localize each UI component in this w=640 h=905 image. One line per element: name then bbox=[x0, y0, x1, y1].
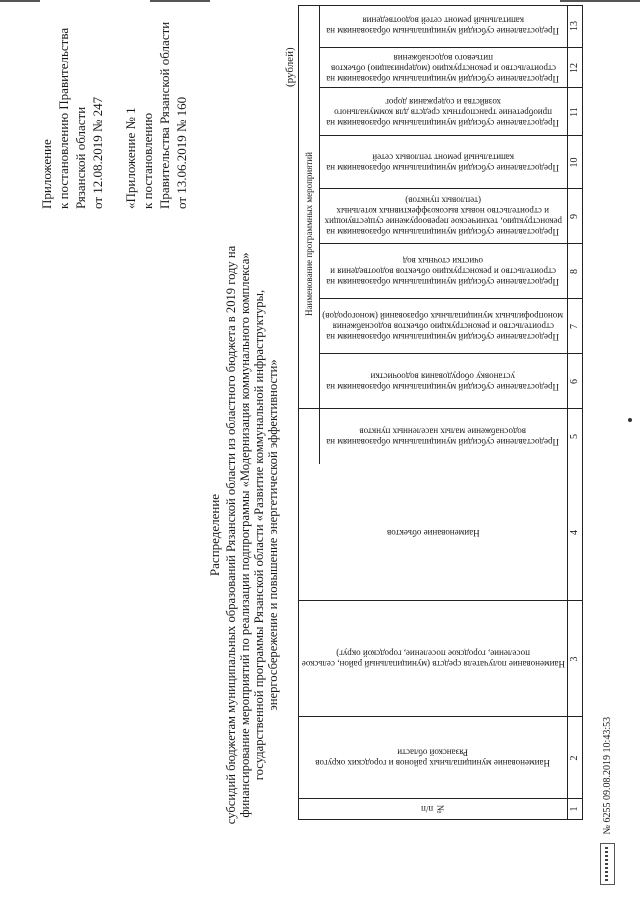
registration-number: № 6255 09.08.2019 10:43:53 bbox=[601, 716, 613, 835]
header-district: Наименование муниципальных районов и городских округов Рязанской области bbox=[315, 748, 551, 769]
header-objects: Наименование объектов bbox=[386, 527, 480, 538]
header-measure-6: Предоставление субсидий муниципальным образованиям на установку оборудования водоочистки bbox=[326, 371, 560, 392]
column-number: 9 bbox=[568, 214, 580, 219]
appendix-line: к постановлению Правительства bbox=[56, 27, 71, 209]
appendix-line: Приложение bbox=[39, 139, 54, 209]
column-number: 13 bbox=[568, 21, 580, 31]
header-measure-7: Предоставление субсидий муниципальным образованиям на строительство и реконструкцию объектов водоснабжения монопрофильных муниципальных образований (моногородов) bbox=[322, 311, 564, 343]
title-line: субсидий бюджетам муниципальных образований Рязанской области из областного бюджета в 2019 году на bbox=[224, 245, 238, 825]
title-line: государственной программы Рязанской области «Развитие коммунальной инфраструктуры, bbox=[252, 289, 266, 781]
header-measure-13: Предоставление субсидий муниципальным образованиям на капитальный ремонт сетей водоотведения bbox=[326, 16, 560, 37]
header-measure-5: Предоставление субсидий муниципальным образованиям на водоснабжение малых населенных пунктов bbox=[326, 426, 560, 447]
column-number: 4 bbox=[568, 530, 580, 535]
column-number: 1 bbox=[568, 806, 580, 812]
barcode-icon bbox=[600, 843, 615, 885]
header-program-measures: Наименование программных мероприятий bbox=[303, 152, 314, 316]
units-label: (рублей) bbox=[284, 47, 296, 87]
column-number: 6 bbox=[568, 379, 580, 384]
header-recipient: Наименование получателя средств (муниципальный район, сельское поселение, городское поселение, городской округ) bbox=[301, 649, 565, 670]
header-measure-9: Предоставление субсидий муниципальным образованиям на реконструкцию, техническое перевооружение существующих и строительство новых высокоэффективных котельных (тепловых пунктов) bbox=[324, 196, 562, 238]
appendix-line: Рязанской области bbox=[73, 106, 88, 209]
header-measure-12: Предоставление субсидий муниципальным образованиям на строительство и реконструкцию (модернизацию) объектов питьевого водоснабжения bbox=[326, 52, 560, 84]
column-number: 11 bbox=[568, 107, 580, 117]
title-heading: Распределение bbox=[207, 493, 222, 577]
title-line: энергосбережение и повышение энергетической эффективности» bbox=[266, 359, 280, 711]
appendix-line: от 12.08.2019 № 247 bbox=[90, 96, 105, 209]
header-number: № п/п bbox=[420, 804, 446, 815]
header-measure-11: Предоставление субсидий муниципальным образованиям на приобретение транспортных средств для коммунального хозяйства и содержания дорог bbox=[326, 96, 560, 128]
appendix-line: от 13.06.2019 № 160 bbox=[174, 96, 189, 209]
column-number: 10 bbox=[568, 157, 580, 168]
column-number: 8 bbox=[568, 269, 580, 274]
document-title bbox=[208, 235, 280, 835]
header-measure-8: Предоставление субсидий муниципальным образованиям на строительство и реконструкцию объектов водоотведения и очистки сточных вод bbox=[326, 256, 560, 288]
appendix-line: к постановлению bbox=[140, 112, 155, 209]
column-number: 7 bbox=[568, 324, 580, 329]
distribution-table bbox=[298, 5, 583, 820]
appendix-line: Правительства Рязанской области bbox=[157, 21, 172, 209]
column-number: 2 bbox=[568, 755, 580, 761]
title-line: финансирование мероприятий по реализации подпрограммы «Модернизация коммунального комплекса» bbox=[238, 252, 252, 818]
appendix-block bbox=[38, 9, 190, 209]
column-number: 12 bbox=[568, 63, 580, 73]
header-measure-10: Предоставление субсидий муниципальным образованиям на капитальный ремонт тепловых сетей bbox=[326, 152, 560, 173]
registration-stamp bbox=[600, 717, 615, 885]
column-number: 3 bbox=[568, 656, 580, 662]
column-number: 5 bbox=[568, 434, 580, 439]
appendix-line: «Приложение № 1 bbox=[123, 107, 138, 209]
